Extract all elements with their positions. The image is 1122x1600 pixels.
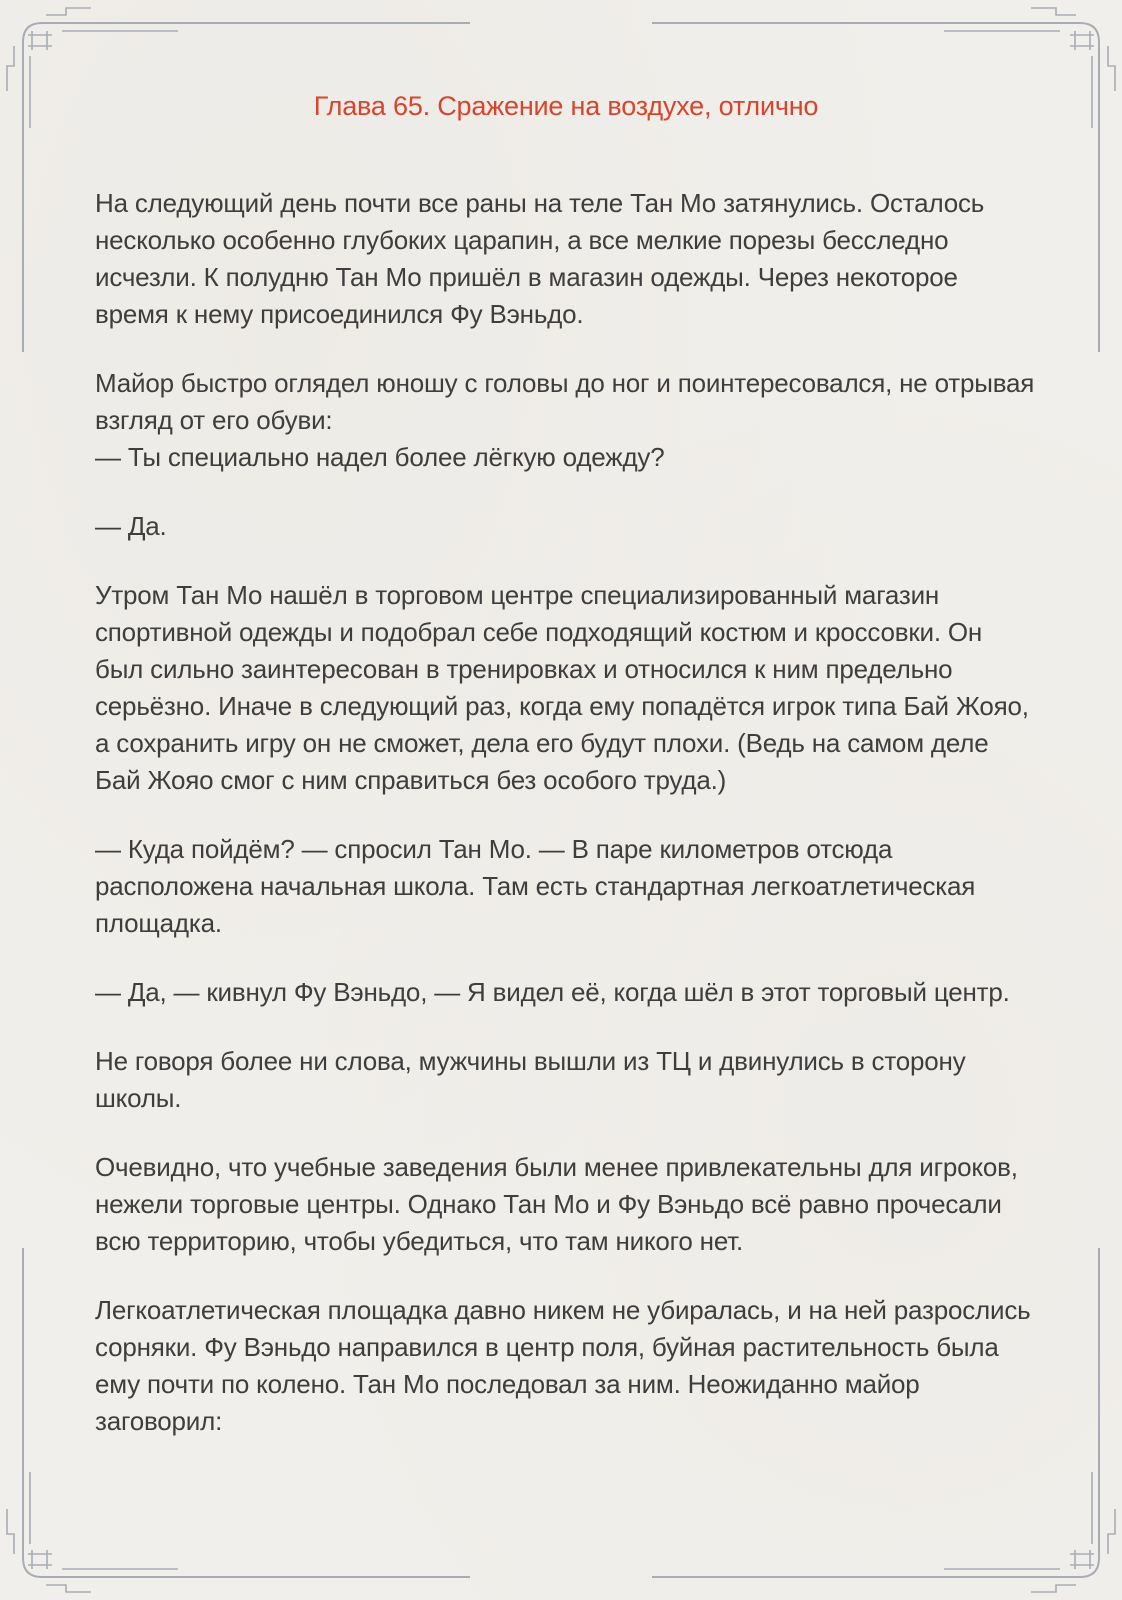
chapter-content (95, 88, 1037, 1472)
paragraph: Не говоря более ни слова, мужчины вышли из ТЦ и двинулись в сторону школы. (95, 1046, 966, 1113)
chapter-title: Глава 65. Сражение на воздухе, отлично (313, 91, 819, 121)
paragraph: Майор быстро оглядел юношу с головы до ног и поинтересовался, не отрывая взгляд от его обуви: — Ты специально надел более лёгкую одежду? (95, 368, 1035, 472)
paragraph: Утром Тан Мо нашёл в торговом центре специализированный магазин спортивной одежды и подобрал себе подходящий костюм и кроссовки. Он был сильно заинтересован в тренировках и относился к ним предельно серьёзно. Иначе в следующий раз, когда ему попадётся игрок типа Бай Жояо, а сохранить игру он не сможет, дела его будут плохи. (Ведь на самом деле Бай Жояо смог с ним справиться без особого труда.) (95, 580, 1029, 795)
paragraph: Легкоатлетическая площадка давно никем не убиралась, и на ней разрослись сорняки. Фу Вэньдо направился в центр поля, буйная растительность была ему почти по колено. Тан Мо последовал за ним. Неожиданно майор заговорил: (95, 1295, 1031, 1436)
paragraph: На следующий день почти все раны на теле Тан Мо затянулись. Осталось несколько особенно глубоких царапин, а все мелкие порезы бесследно исчезли. К полудню Тан Мо пришёл в магазин одежды. Через некоторое время к нему присоединился Фу Вэньдо. (95, 188, 985, 329)
paragraph: — Куда пойдём? — спросил Тан Мо. — В паре километров отсюда расположена начальная школа. Там есть стандартная легкоатлетическая площадка. (95, 834, 976, 938)
paragraph: — Да. (95, 511, 167, 541)
paragraph: — Да, — кивнул Фу Вэньдо, — Я видел её, когда шёл в этот торговый центр. (95, 977, 1010, 1007)
chapter-body (95, 185, 1037, 1440)
paragraph: Очевидно, что учебные заведения были менее привлекательны для игроков, нежели торговые центры. Однако Тан Мо и Фу Вэньдо всё равно прочесали всю территорию, чтобы убедиться, что там никого нет. (95, 1152, 1018, 1256)
